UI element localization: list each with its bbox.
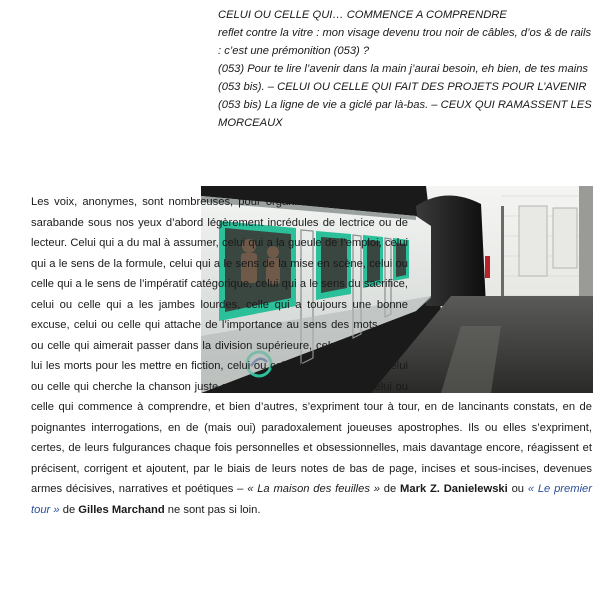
book-link-le-premier-tour[interactable]: « Le premier tour » [31,483,592,516]
article-body [31,192,592,520]
article-text-main: Les voix, anonymes, sont nombreuses, pour organiser une passionnante sarabande sous nos yeux d’abord légèrement incrédules de lectrice ou de lecteur. Celui qui a du mal à assumer, celui qui a la gueule de l’emploi, celui qui a le sens de la formule, celui qui a le sens de la mise en scène, celui ou celle qui a le sens de l’impératif catégorique, celui qui a le sens du sacrifice, celui ou celle qui a les jambes lourdes, celle qui a toujours une bonne excuse, celui ou celle qui attache de l’importance au sens des mots, celui ou celle qui aimerait passer dans la division supérieure, celui qui appelle à lui les morts pour les mettre en fiction, celui ou celle qui broie du noir, celui ou celle qui cherche la chanson juste pour mieux mourir sous elle, celui ou celle qui commence à comprendre, et bien d’autres, s’expriment tour à tour, en de lancinants constats, en de poignantes interrogations, en de (mais oui) paradoxalement joueuses apostrophes. Ils ou elles s’expriment, certes, de leurs fulgurances chaque fois personnelles et obsessionnelles, mais davantage encore, réagissent et précisent, corrigent et ajoutent, par le biais de leurs notes de bas de page, incises et sous-incises, devenues armes décisives, narratives et poétiques – [31,196,592,495]
article-ending: ne sont pas si loin. [164,503,261,516]
author-gilles-marchand: Gilles Marchand [78,503,165,516]
author-mark-z-danielewski: Mark Z. Danielewski [400,483,508,495]
connector-ou: ou [507,483,528,495]
epigraph-line-3: (053) Pour te lire l’avenir dans la main j’aurai besoin, eh bien, de tes mains (053 bis). – CELUI OU CELLE QUI FAIT DES PROJETS POUR L’AVENIR [218,63,589,93]
connector-de: de [380,483,401,495]
epigraph-line-4: (053 bis) La ligne de vie a giclé par là-bas. – CEUX QUI RAMASSENT LES MORCEAUX [218,99,592,129]
epigraph-line-2: reflet contre la vitre : mon visage devenu trou noir de câbles, d’os & de rails : c’est une prémonition (053) ? [218,27,592,57]
epigraph-line-1: CELUI OU CELLE QUI… COMMENCE A COMPRENDRE [218,9,507,21]
connector-de-2: de [59,503,79,516]
book-title-la-maison-des-feuilles: « La maison des feuilles » [247,483,380,495]
image-float-spacer [408,192,592,392]
epigraph-quote [218,6,592,132]
